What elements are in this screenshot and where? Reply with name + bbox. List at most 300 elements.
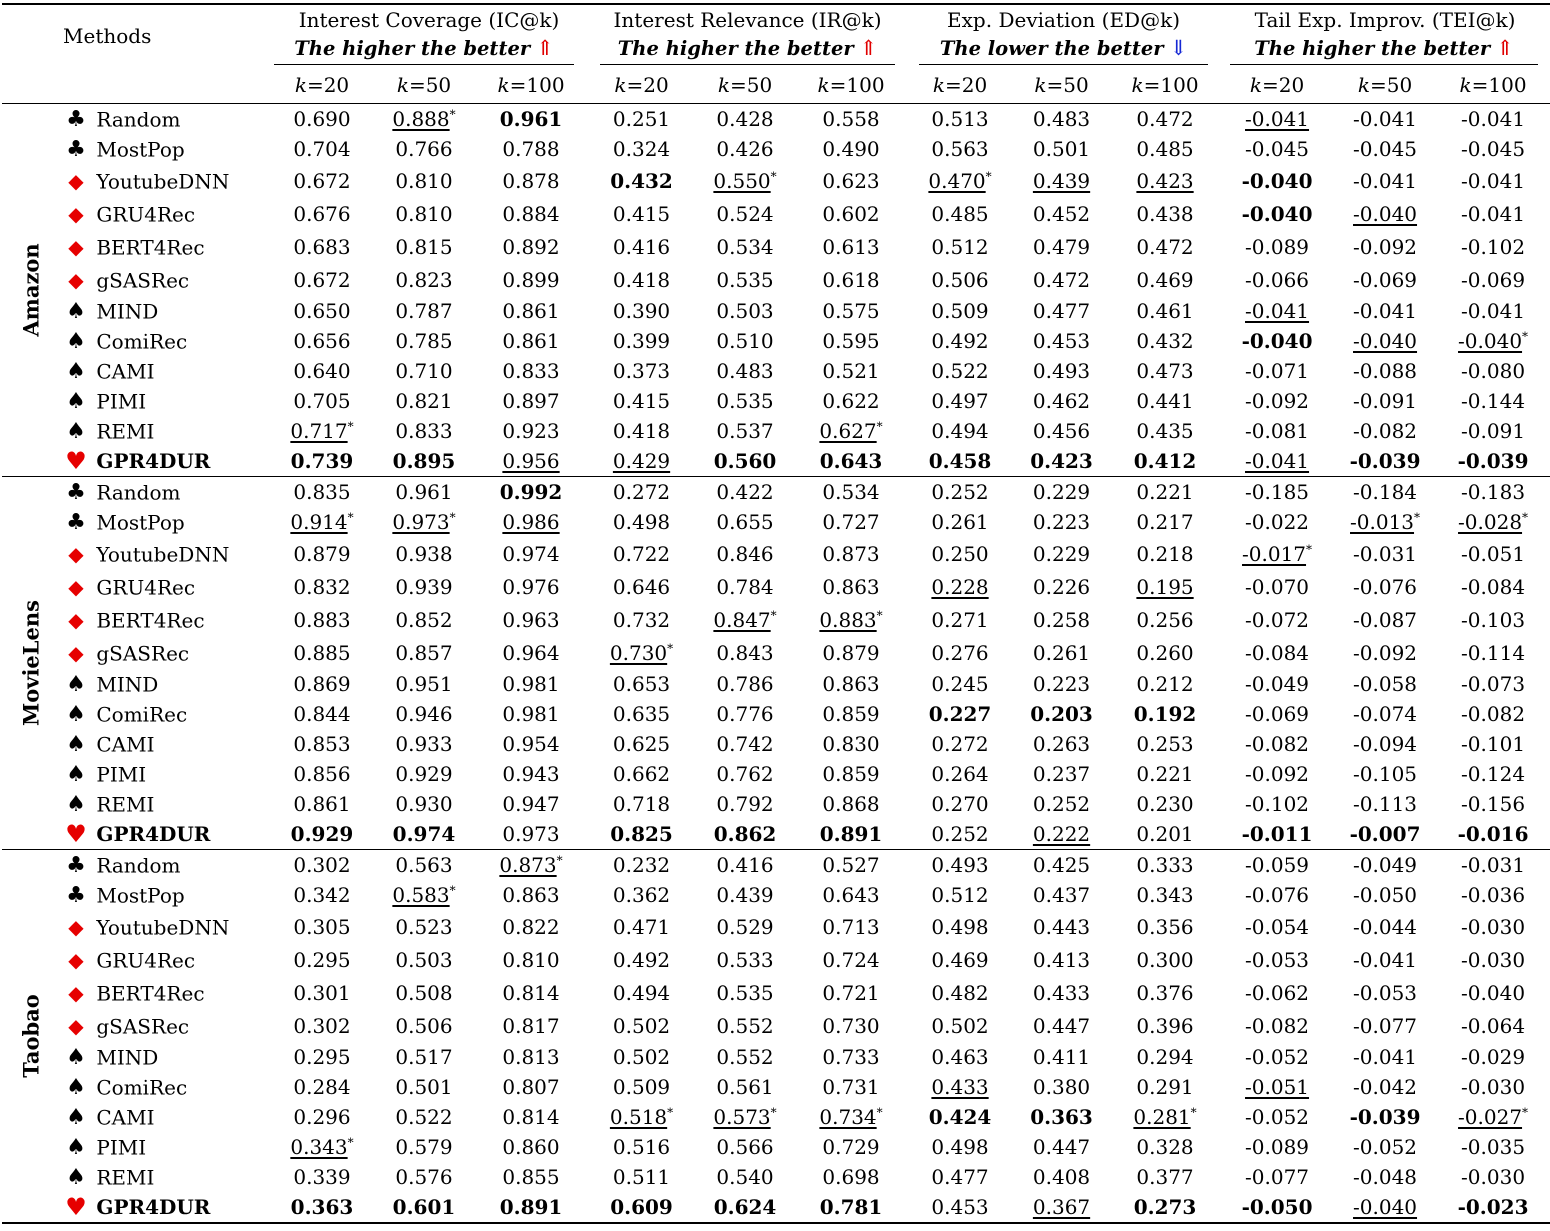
metric-value: 0.992 (499, 480, 563, 504)
metric-value: 0.342 (293, 883, 351, 907)
value-cell (1334, 164, 1436, 197)
metric-value: -0.070 (1245, 574, 1310, 599)
value-cell (588, 976, 695, 1009)
metric-value: 0.873 (822, 541, 880, 566)
method-cell (60, 446, 270, 477)
metric-value: 0.943 (502, 762, 560, 786)
value-cell (270, 230, 374, 263)
metric-value: 0.339 (293, 1165, 351, 1189)
metric-value: 0.859 (822, 762, 880, 786)
metric-value: 0.856 (293, 762, 351, 786)
value-cell (588, 1042, 695, 1072)
value-cell (1110, 296, 1220, 326)
metric-value: 0.533 (716, 947, 774, 972)
value-cell (1220, 850, 1334, 881)
value-cell (1110, 699, 1220, 729)
diamond-suit-icon: ◆ (68, 202, 84, 227)
metric-value: -0.041 (1353, 299, 1418, 323)
group-title-cell (270, 4, 588, 34)
metric-value: 0.333 (1136, 853, 1194, 877)
method-name: ComiRec (96, 702, 188, 727)
value-cell (907, 197, 1013, 230)
value-cell (1220, 570, 1334, 603)
metric-value: -0.053 (1245, 947, 1310, 972)
metric-value: -0.030 (1461, 947, 1526, 972)
value-cell (474, 477, 588, 508)
metric-value: 0.472 (1032, 267, 1091, 292)
metric-value: 0.492 (612, 947, 671, 972)
value-cell (1220, 1072, 1334, 1102)
value-cell (270, 789, 374, 819)
significance-asterisk: * (770, 1105, 777, 1120)
value-cell (1110, 134, 1220, 164)
metric-value: -0.041 (1461, 201, 1526, 226)
value-cell (1220, 819, 1334, 850)
metric-value: -0.092 (1353, 640, 1418, 665)
value-cell (907, 1102, 1013, 1132)
metric-value: 0.343 (290, 1135, 348, 1159)
metric-value: 0.976 (502, 574, 560, 599)
value-cell (1013, 386, 1110, 416)
value-cell (907, 326, 1013, 356)
group-title-cell (1220, 4, 1550, 34)
method-cell (60, 164, 270, 197)
metric-value: 0.223 (1032, 672, 1091, 696)
metric-value: 0.426 (716, 137, 774, 161)
metric-value: -0.041 (1461, 107, 1526, 131)
value-cell (1220, 603, 1334, 636)
header-k-row (2, 66, 1550, 104)
value-cell (1110, 104, 1220, 135)
value-cell (1013, 976, 1110, 1009)
value-cell (907, 1192, 1013, 1223)
value-cell (1110, 537, 1220, 570)
value-cell (374, 1009, 474, 1042)
table-row (2, 789, 1550, 819)
significance-asterisk: * (876, 419, 883, 434)
value-cell (1334, 104, 1436, 135)
metric-value: -0.050 (1353, 883, 1418, 907)
dataset-label: MovieLens (18, 599, 44, 727)
k-header-cell (695, 66, 795, 104)
value-cell (1013, 1072, 1110, 1102)
method-cell (60, 910, 270, 943)
value-cell (695, 880, 795, 910)
method-cell (60, 326, 270, 356)
value-cell (270, 729, 374, 759)
value-cell (795, 263, 907, 296)
metric-value: 0.264 (931, 762, 989, 786)
value-cell (1220, 1042, 1334, 1072)
value-cell (695, 850, 795, 881)
value-cell (795, 446, 907, 477)
k-value: =100 (1471, 72, 1527, 97)
metric-value: 0.981 (502, 672, 560, 696)
metric-value: -0.040 (1353, 329, 1418, 353)
metric-value: 0.227 (928, 702, 992, 726)
value-cell (374, 296, 474, 326)
value-cell (795, 789, 907, 819)
value-cell (795, 636, 907, 669)
value-cell (695, 197, 795, 230)
group-title: Interest Coverage (IC@k) (298, 7, 560, 32)
value-cell (1110, 164, 1220, 197)
value-cell (374, 789, 474, 819)
metric-value: 0.324 (612, 137, 671, 161)
value-cell (1013, 636, 1110, 669)
criterion-text: The higher the better (294, 36, 531, 60)
method-name: gSASRec (96, 1014, 190, 1039)
value-cell (588, 570, 695, 603)
method-name: CAMI (96, 1105, 155, 1130)
method-name: gSASRec (96, 268, 190, 293)
significance-asterisk: * (347, 419, 354, 434)
metric-value: 0.253 (1136, 732, 1194, 756)
metric-value: 0.483 (716, 359, 774, 383)
value-cell (588, 326, 695, 356)
metric-value: 0.498 (931, 914, 989, 939)
metric-value: 0.814 (502, 980, 560, 1005)
method-name: YoutubeDNN (96, 169, 230, 194)
value-cell (695, 729, 795, 759)
value-cell (1436, 976, 1550, 1009)
value-cell (1436, 416, 1550, 446)
metric-value: 0.471 (612, 914, 671, 939)
value-cell (374, 326, 474, 356)
metric-value: 0.731 (822, 1075, 880, 1099)
metric-value: 0.722 (612, 541, 671, 566)
metric-value: -0.042 (1353, 1075, 1418, 1099)
spade-suit-icon: ♠ (66, 359, 86, 384)
k-header-cell (374, 66, 474, 104)
method-name: MIND (96, 299, 159, 324)
value-cell (1220, 326, 1334, 356)
value-cell (1110, 819, 1220, 850)
metric-value: 0.217 (1136, 510, 1194, 534)
significance-asterisk: * (449, 883, 456, 898)
metric-value: 0.502 (612, 1013, 671, 1038)
metric-value: -0.011 (1241, 822, 1313, 846)
metric-value: 0.705 (293, 389, 351, 413)
metric-value: 0.521 (822, 359, 880, 383)
value-cell (795, 759, 907, 789)
metric-value: -0.053 (1353, 980, 1418, 1005)
value-cell (1110, 910, 1220, 943)
metric-value: -0.103 (1461, 607, 1526, 632)
significance-asterisk: * (1414, 510, 1421, 525)
value-cell (795, 386, 907, 416)
metric-value: 0.222 (1032, 822, 1091, 846)
metric-value: 0.415 (612, 201, 671, 226)
metric-value: 0.453 (1032, 329, 1091, 353)
metric-value: 0.252 (931, 480, 989, 504)
value-cell (907, 356, 1013, 386)
spade-suit-icon: ♠ (66, 672, 86, 697)
value-cell (270, 943, 374, 976)
value-cell (1013, 134, 1110, 164)
value-cell (795, 880, 907, 910)
value-cell (1436, 477, 1550, 508)
metric-value: 0.835 (293, 480, 351, 504)
value-cell (1334, 1072, 1436, 1102)
value-cell (1220, 669, 1334, 699)
value-cell (270, 326, 374, 356)
value-cell (588, 104, 695, 135)
metric-value: 0.437 (1032, 883, 1091, 907)
table-row (2, 603, 1550, 636)
metric-value: 0.964 (502, 640, 560, 665)
value-cell (907, 699, 1013, 729)
method-name: GRU4Rec (96, 202, 196, 227)
value-cell (474, 729, 588, 759)
value-cell (1220, 134, 1334, 164)
k-symbol: k (1357, 72, 1370, 97)
value-cell (474, 326, 588, 356)
value-cell (695, 446, 795, 477)
metric-value: 0.733 (822, 1045, 880, 1069)
value-cell (270, 197, 374, 230)
value-cell (1436, 263, 1550, 296)
metric-value: 0.256 (1136, 607, 1194, 632)
value-cell (1436, 164, 1550, 197)
metric-value: -0.040 (1241, 201, 1313, 226)
metric-value: -0.094 (1353, 732, 1418, 756)
group-title: Interest Relevance (IR@k) (613, 7, 882, 32)
value-cell (474, 759, 588, 789)
metric-value: 0.710 (395, 359, 453, 383)
value-cell (695, 1102, 795, 1132)
value-cell (1436, 699, 1550, 729)
value-cell (795, 1162, 907, 1192)
value-cell (588, 819, 695, 850)
k-symbol: k (614, 72, 627, 97)
value-cell (907, 386, 1013, 416)
value-cell (270, 1042, 374, 1072)
value-cell (1436, 910, 1550, 943)
metric-value: 0.212 (1136, 672, 1194, 696)
dataset-label: Taobao (18, 994, 44, 1078)
spade-suit-icon: ♠ (66, 702, 86, 727)
table-row (2, 943, 1550, 976)
value-cell (1110, 669, 1220, 699)
value-cell (1013, 1162, 1110, 1192)
spade-suit-icon: ♠ (66, 792, 86, 817)
metric-value: -0.013 (1350, 510, 1415, 534)
value-cell (1334, 230, 1436, 263)
value-cell (907, 976, 1013, 1009)
metric-value: 0.343 (1136, 883, 1194, 907)
value-cell (907, 1042, 1013, 1072)
metric-value: 0.408 (1032, 1165, 1091, 1189)
table-row (2, 850, 1550, 881)
value-cell (1334, 1192, 1436, 1223)
metric-value: 0.490 (822, 137, 880, 161)
value-cell (1220, 230, 1334, 263)
value-cell (1220, 1102, 1334, 1132)
metric-value: 0.328 (1136, 1135, 1194, 1159)
metric-value: 0.245 (931, 672, 989, 696)
metric-value: 0.512 (931, 883, 989, 907)
metric-value: -0.084 (1461, 574, 1526, 599)
value-cell (474, 699, 588, 729)
metric-value: -0.052 (1245, 1045, 1310, 1069)
value-cell (695, 230, 795, 263)
value-cell (474, 1009, 588, 1042)
value-cell (1110, 386, 1220, 416)
value-cell (795, 230, 907, 263)
value-cell (795, 537, 907, 570)
metric-value: 0.986 (502, 510, 560, 534)
metric-value: 0.643 (819, 449, 883, 473)
value-cell (1436, 759, 1550, 789)
value-cell (1334, 759, 1436, 789)
value-cell (1013, 570, 1110, 603)
metric-value: -0.039 (1349, 449, 1421, 473)
value-cell (1334, 446, 1436, 477)
value-cell (588, 197, 695, 230)
metric-value: 0.252 (1032, 792, 1091, 816)
value-cell (588, 1009, 695, 1042)
value-cell (795, 296, 907, 326)
metric-value: 0.622 (822, 389, 880, 413)
value-cell (1220, 537, 1334, 570)
value-cell (695, 636, 795, 669)
metric-value: 0.535 (716, 980, 774, 1005)
metric-value: -0.073 (1461, 672, 1526, 696)
method-name: ComiRec (96, 1075, 188, 1100)
metric-value: -0.022 (1245, 510, 1310, 534)
value-cell (795, 603, 907, 636)
value-cell (474, 296, 588, 326)
value-cell (1013, 477, 1110, 508)
value-cell (1013, 197, 1110, 230)
value-cell (795, 1192, 907, 1223)
value-cell (1436, 789, 1550, 819)
value-cell (907, 636, 1013, 669)
value-cell (1334, 636, 1436, 669)
metric-value: 0.291 (1136, 1075, 1194, 1099)
metric-value: 0.272 (931, 732, 989, 756)
method-cell (60, 134, 270, 164)
value-cell (1334, 1042, 1436, 1072)
metric-value: 0.825 (610, 822, 673, 846)
value-cell (374, 537, 474, 570)
value-cell (1436, 943, 1550, 976)
value-cell (907, 759, 1013, 789)
table-row (2, 134, 1550, 164)
value-cell (695, 507, 795, 537)
value-cell (795, 570, 907, 603)
metric-value: 0.281 (1133, 1105, 1191, 1129)
value-cell (1220, 446, 1334, 477)
significance-asterisk: * (985, 168, 992, 183)
value-cell (1220, 729, 1334, 759)
diamond-suit-icon: ◆ (68, 915, 84, 940)
value-cell (1220, 976, 1334, 1009)
method-name: MIND (96, 672, 159, 697)
metric-value: 0.897 (502, 389, 560, 413)
table-row (2, 446, 1550, 477)
metric-value: 0.453 (931, 1195, 989, 1219)
value-cell (1013, 1009, 1110, 1042)
metric-value: 0.861 (502, 329, 560, 353)
metric-value: 0.883 (819, 607, 877, 632)
metric-value: 0.432 (610, 168, 673, 193)
metric-value: 0.472 (1136, 234, 1194, 259)
value-cell (1334, 1009, 1436, 1042)
metric-value: 0.646 (612, 574, 671, 599)
k-header-cell (474, 66, 588, 104)
k-value: =20 (306, 72, 350, 97)
metric-value: 0.456 (1032, 419, 1091, 443)
value-cell (588, 759, 695, 789)
metric-value: 0.785 (395, 329, 453, 353)
metric-value: 0.788 (502, 137, 560, 161)
table-row (2, 729, 1550, 759)
value-cell (474, 636, 588, 669)
value-cell (1334, 976, 1436, 1009)
metric-value: 0.271 (931, 607, 989, 632)
double-up-arrow-icon: ⇑ (859, 35, 878, 60)
value-cell (374, 1102, 474, 1132)
club-suit-icon: ♣ (66, 480, 86, 505)
value-cell (1220, 699, 1334, 729)
metric-value: 0.497 (931, 389, 989, 413)
value-cell (374, 636, 474, 669)
metric-value: 0.861 (502, 299, 560, 323)
table-row (2, 477, 1550, 508)
table-row (2, 699, 1550, 729)
metric-value: 0.237 (1032, 762, 1091, 786)
value-cell (1334, 416, 1436, 446)
value-cell (374, 850, 474, 881)
metric-value: 0.441 (1136, 389, 1194, 413)
metric-value: 0.377 (1136, 1165, 1194, 1189)
k-symbol: k (1459, 72, 1472, 97)
metric-value: 0.501 (1032, 137, 1091, 161)
value-cell (474, 1072, 588, 1102)
value-cell (474, 1132, 588, 1162)
metric-value: 0.250 (931, 541, 989, 566)
value-cell (695, 1009, 795, 1042)
method-name: ComiRec (96, 329, 188, 354)
value-cell (374, 230, 474, 263)
metric-value: 0.823 (395, 267, 453, 292)
metric-value: 0.422 (716, 480, 774, 504)
metric-value: 0.483 (1032, 107, 1091, 131)
value-cell (1334, 197, 1436, 230)
metric-value: 0.704 (293, 137, 351, 161)
value-cell (474, 386, 588, 416)
dataset-label-cell (2, 477, 60, 850)
group-title-cell (588, 4, 907, 34)
metric-value: -0.062 (1245, 980, 1310, 1005)
group-title: Exp. Deviation (ED@k) (947, 7, 1181, 32)
value-cell (1110, 976, 1220, 1009)
method-name: CAMI (96, 732, 155, 757)
metric-value: -0.058 (1353, 672, 1418, 696)
value-cell (1220, 356, 1334, 386)
metric-value: 0.929 (395, 762, 453, 786)
metric-value: 0.485 (931, 201, 989, 226)
metric-value: 0.251 (612, 107, 671, 131)
club-suit-icon: ♣ (66, 137, 86, 162)
metric-value: 0.399 (612, 329, 671, 353)
k-value: =100 (1143, 72, 1199, 97)
significance-asterisk: * (347, 1135, 354, 1150)
k-header-cell (1013, 66, 1110, 104)
method-cell (60, 943, 270, 976)
